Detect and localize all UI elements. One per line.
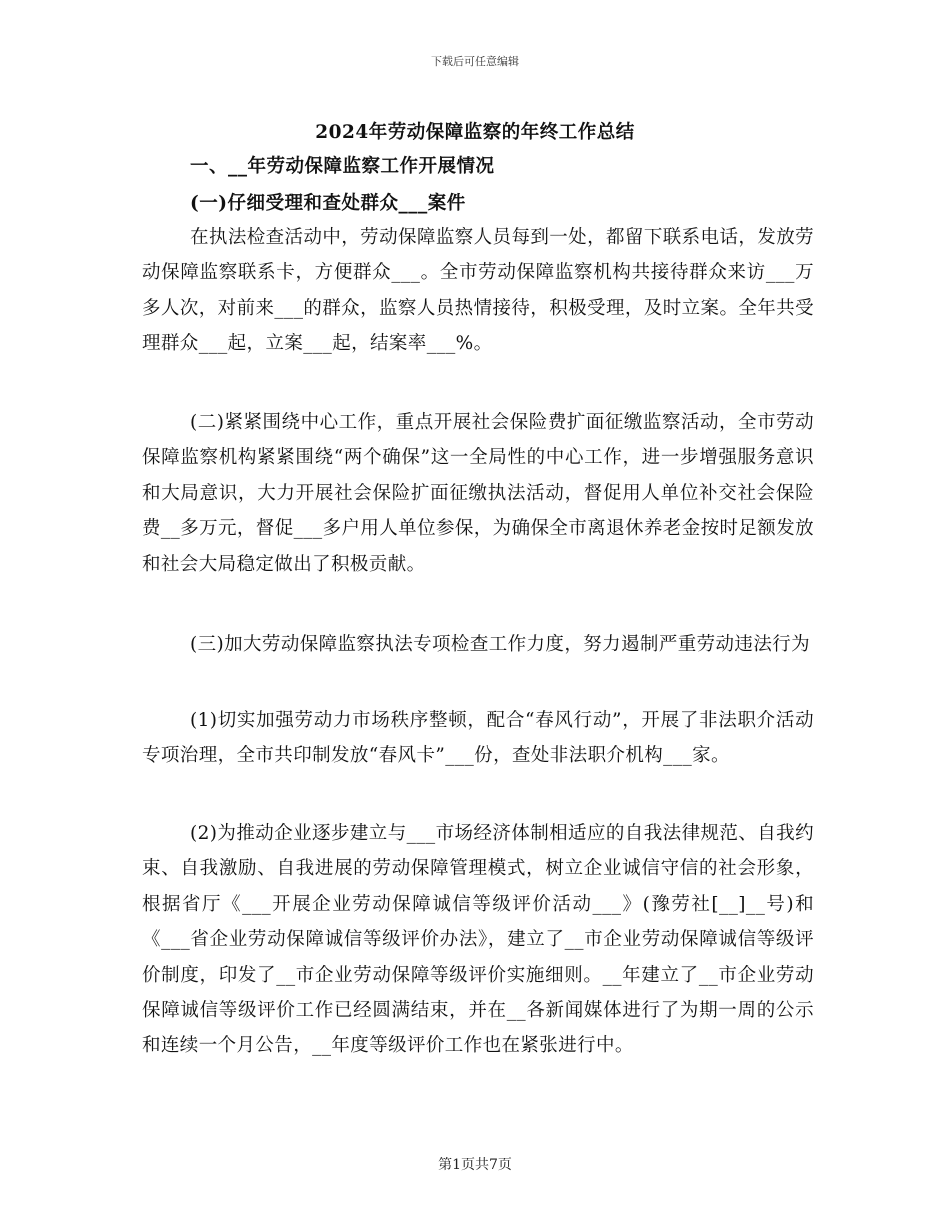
header-note: 下载后可任意编辑: [431, 55, 519, 68]
paragraph: (2)为推动企业逐步建立与___市场经济体制相适应的自我法律规范、自我约束、自我激励、自我进展的劳动保障管理模式，树立企业诚信守信的社会形象，根据省厅《___开展企业劳动保障诚信等级评价活动___》(豫劳社[__]__号)和《___省企业劳动保障诚信等级评价办法》，建立了__市企业劳动保障诚信等级评价制度，印发了__市企业劳动保障等级评价实施细则。__年建立了__市企业劳动保障诚信等级评价工作已经圆满结束，并在__各新闻媒体进行了为期一周的公示和连续一个月公告，__年度等级评价工作也在紧张进行中。: [142, 823, 814, 1057]
document-title: 2024年劳动保障监察的年终工作总结: [315, 122, 635, 143]
paragraph: 在执法检查活动中，劳动保障监察人员每到一处，都留下联系电话，发放劳动保障监察联系卡，方便群众___。全市劳动保障监察机构共接待群众来访___万多人次，对前来___的群众，监察人员热情接待，积极受理，及时立案。全年共受理群众___起，立案___起，结案率___%。: [142, 227, 814, 355]
paragraph: (三)加大劳动保障监察执法专项检查工作力度，努力遏制严重劳动违法行为: [190, 634, 811, 655]
paragraph: (二)紧紧围绕中心工作，重点开展社会保险费扩面征缴监察活动，全市劳动保障监察机构紧紧围绕“两个确保”这一全局性的中心工作，进一步增强服务意识和大局意识，大力开展社会保险扩面征缴执法活动，督促用人单位补交社会保险费__多万元，督促___多户用人单位参保，为确保全市离退休养老金按时足额发放和社会大局稳定做出了积极贡献。: [142, 412, 814, 575]
section-heading: 一、__年劳动保障监察工作开展情况: [190, 156, 495, 177]
page-number: 第1页共7页: [438, 1157, 512, 1173]
subsection-heading: (一)仔细受理和查处群众___案件: [190, 193, 466, 214]
paragraph: (1)切实加强劳动力市场秩序整顿，配合“春风行动”，开展了非法职介活动专项治理，全市共印制发放“春风卡”___份，查处非法职介机构___家。: [142, 710, 814, 767]
